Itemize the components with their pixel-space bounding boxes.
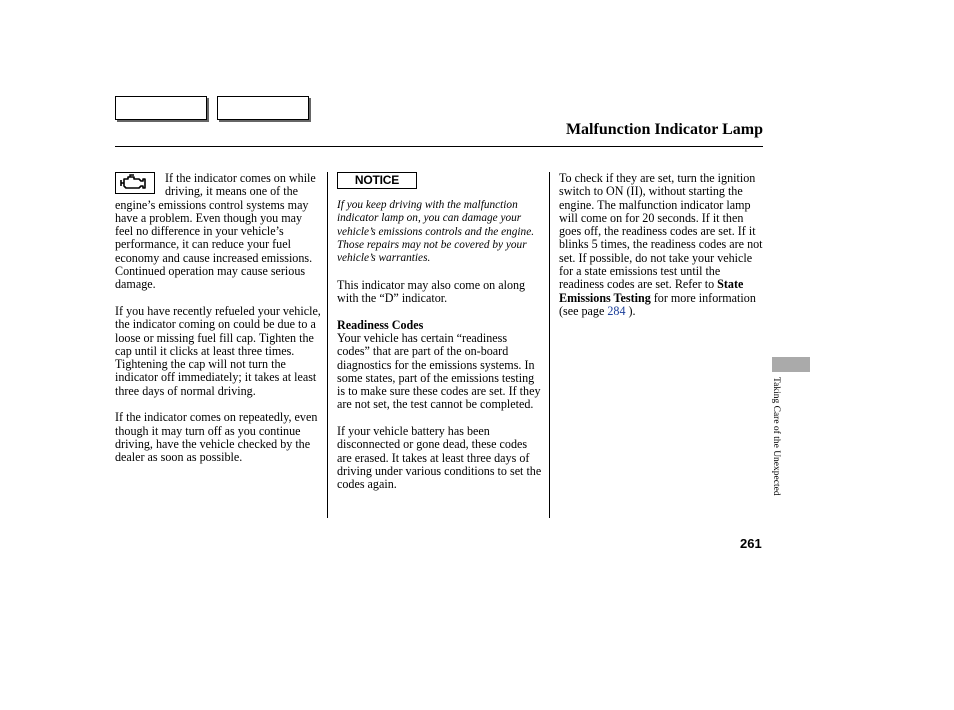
col1-paragraph-1	[115, 172, 322, 292]
col2-paragraph-3: If your vehicle battery has been disconnected or gone dead, these codes are erased. It takes at least three days of driving under various conditions to set the codes again.	[337, 424, 542, 492]
section-tab	[772, 357, 810, 372]
col2-paragraph-1: This indicator may also come on along with the “D” indicator.	[337, 277, 526, 306]
notice-badge: NOTICE	[337, 172, 417, 189]
col1-paragraph-1-text: If the indicator comes on while driving, it means one of the engine’s emissions control systems may have a problem. Even though you may feel no difference in your vehicle’s performance, it can reduce your fuel economy and cause increased emissions. Continued operation may cause serious damage.	[115, 171, 316, 292]
col3-paragraph-1	[559, 172, 765, 318]
column-left	[115, 172, 322, 478]
column-divider-2	[549, 172, 550, 518]
readiness-codes-heading: Readiness Codes	[337, 317, 424, 332]
column-divider-1	[327, 172, 328, 518]
col1-paragraph-3: If the indicator comes on repeatedly, even though it may turn off as you continue driving, have the vehicle checked by the dealer as soon as possible.	[115, 410, 318, 465]
state-emissions-testing-ref: State Emissions Testing	[559, 277, 744, 305]
section-label: Taking Care of the Unexpected	[771, 377, 781, 496]
column-middle	[337, 172, 542, 505]
col3-text-start: To check if they are set, turn the ignition switch to ON (II), without starting the engine. The malfunction indicator lamp will come on for 20 seconds. If it then goes off, the readiness codes are set. If it blinks 5 times, the readiness codes are not set. If possible, do not take your vehicle for a state emissions test until the readiness codes are set. Refer to	[559, 171, 763, 292]
page-number: 261	[740, 536, 762, 551]
readiness-section	[337, 319, 542, 412]
nav-contents-button[interactable]	[217, 96, 309, 120]
page-284-link[interactable]: 284	[607, 303, 626, 318]
col2-paragraph-2: Your vehicle has certain “readiness codes” that are part of the on-board diagnostics for the emissions systems. In some states, part of the emissions testing is to make sure these codes are set. If they are not set, the test cannot be completed.	[337, 330, 541, 412]
col3-text-mid: for more information (see page	[559, 290, 756, 318]
notice-text: If you keep driving with the malfunction indicator lamp on, you can damage your vehicle’s emissions controls and the engine. Those repairs may not be covered by your vehicle’s warranties.	[337, 199, 535, 265]
col1-paragraph-2: If you have recently refueled your vehicle, the indicator coming on could be due to a loose or missing fuel fill cap. Tighten the cap until it clicks at least three times. Tightening the cap will not turn the indicator off immediately; it takes at least three days of normal driving.	[115, 303, 321, 398]
title-divider	[115, 146, 763, 147]
check-engine-icon	[115, 172, 155, 194]
col3-text-end: ).	[625, 303, 636, 318]
column-right	[559, 172, 765, 332]
page-title: Malfunction Indicator Lamp	[565, 121, 763, 138]
nav-back-button[interactable]	[115, 96, 207, 120]
